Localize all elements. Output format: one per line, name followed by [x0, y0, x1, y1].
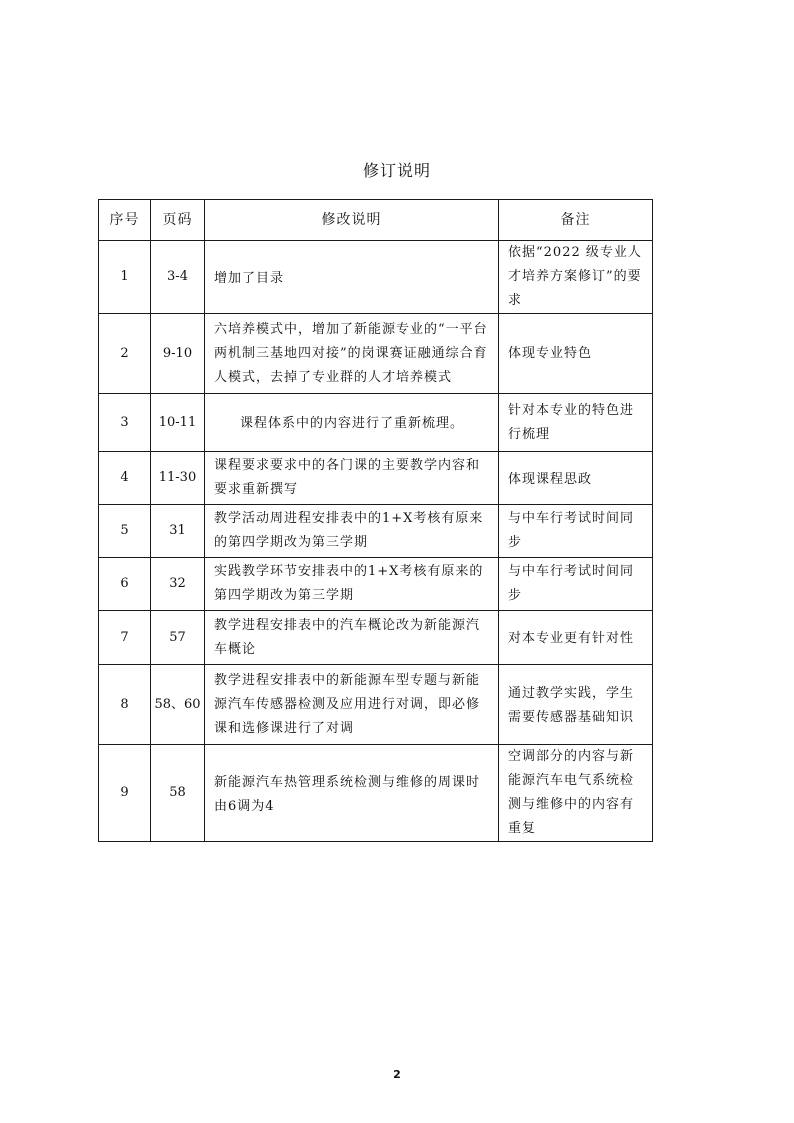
header-note: 备注	[499, 200, 653, 241]
header-description: 修改说明	[205, 200, 499, 241]
cell-note: 体现课程思政	[499, 452, 653, 505]
cell-page: 31	[151, 505, 205, 558]
cell-page: 58、60	[151, 665, 205, 745]
cell-note: 对本专业更有针对性	[499, 611, 653, 665]
cell-description: 教学进程安排表中的新能源车型专题与新能源汽车传感器检测及应用进行对调，即必修课和选修课进行了对调	[205, 665, 499, 745]
cell-note: 体现专业特色	[499, 314, 653, 394]
cell-seq: 8	[99, 665, 151, 745]
cell-description: 新能源汽车热管理系统检测与维修的周课时由6调为4	[205, 745, 499, 842]
cell-seq: 6	[99, 558, 151, 611]
table-row	[99, 745, 653, 842]
cell-page: 3-4	[151, 241, 205, 314]
cell-note: 通过教学实践，学生需要传感器基础知识	[499, 665, 653, 745]
cell-note: 与中车行考试时间同步	[499, 505, 653, 558]
cell-note: 针对本专业的特色进行梳理	[499, 394, 653, 452]
table-header-row	[99, 200, 653, 241]
table-row	[99, 558, 653, 611]
cell-note: 依据“2022 级专业人才培养方案修订”的要求	[499, 241, 653, 314]
cell-page: 57	[151, 611, 205, 665]
cell-page: 11-30	[151, 452, 205, 505]
table-row	[99, 394, 653, 452]
table-row	[99, 452, 653, 505]
cell-seq: 9	[99, 745, 151, 842]
cell-description: 课程要求要求中的各门课的主要教学内容和要求重新撰写	[205, 452, 499, 505]
cell-seq: 7	[99, 611, 151, 665]
table-row	[99, 314, 653, 394]
header-seq: 序号	[99, 200, 151, 241]
cell-page: 9-10	[151, 314, 205, 394]
cell-description: 教学活动周进程安排表中的1+X考核有原来的第四学期改为第三学期	[205, 505, 499, 558]
cell-seq: 4	[99, 452, 151, 505]
cell-description: 实践教学环节安排表中的1+X考核有原来的第四学期改为第三学期	[205, 558, 499, 611]
page-number: 2	[393, 1068, 401, 1081]
cell-description: 六培养模式中，增加了新能源专业的“一平台两机制三基地四对接”的岗课赛证融通综合育人模式，去掉了专业群的人才培养模式	[205, 314, 499, 394]
header-page: 页码	[151, 200, 205, 241]
cell-page: 10-11	[151, 394, 205, 452]
cell-description: 增加了目录	[205, 241, 499, 314]
cell-description: 教学进程安排表中的汽车概论改为新能源汽车概论	[205, 611, 499, 665]
cell-seq: 1	[99, 241, 151, 314]
cell-note: 与中车行考试时间同步	[499, 558, 653, 611]
cell-seq: 2	[99, 314, 151, 394]
cell-seq: 5	[99, 505, 151, 558]
cell-page: 32	[151, 558, 205, 611]
table-row	[99, 611, 653, 665]
cell-page: 58	[151, 745, 205, 842]
revision-table	[98, 199, 653, 842]
document-title: 修订说明	[362, 161, 431, 180]
table-row	[99, 241, 653, 314]
table-row	[99, 505, 653, 558]
cell-seq: 3	[99, 394, 151, 452]
cell-note: 空调部分的内容与新能源汽车电气系统检测与维修中的内容有重复	[499, 745, 653, 842]
table-row	[99, 665, 653, 745]
cell-description: 课程体系中的内容进行了重新梳理。	[205, 394, 499, 452]
